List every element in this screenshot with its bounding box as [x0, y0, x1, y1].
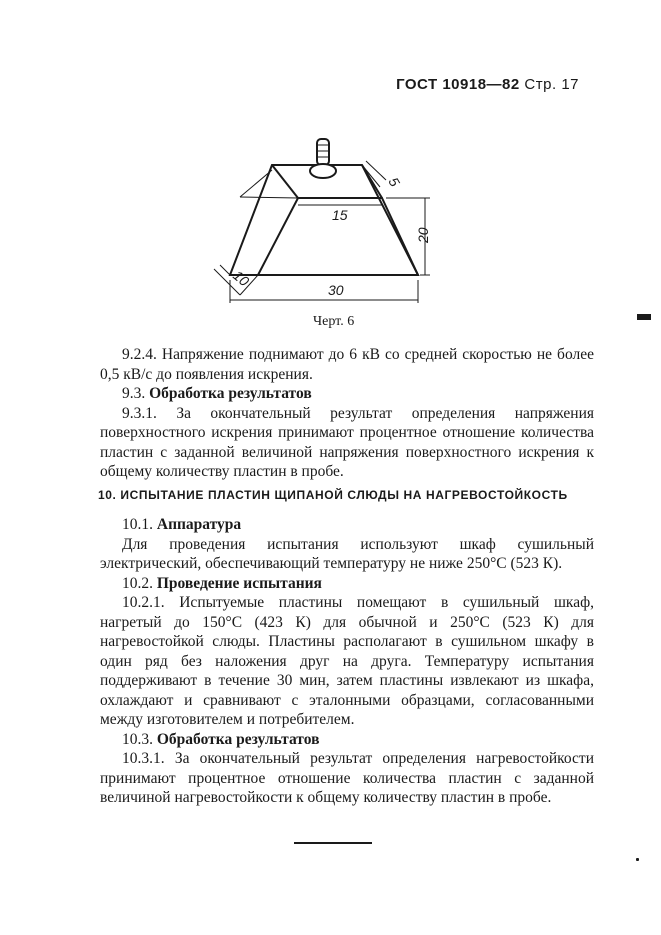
standard-number: ГОСТ 10918—82	[396, 76, 520, 93]
paragraph-10-3-1: 10.3.1. За окончательный результат определения нагревостойкости принимают процентное отношение количества пластин с заданной величиной нагревостойкости к общему количеству пластин в пробе.	[100, 750, 594, 806]
paragraph-9-2-4: 9.2.4. Напряжение поднимают до 6 кВ со средней скоростью не более 0,5 кВ/с до появления искрения.	[100, 346, 594, 383]
page-label: Стр.	[524, 76, 557, 93]
heading-10-1: 10.1. Аппаратура	[122, 516, 242, 533]
dim-top-label: 15	[332, 207, 348, 223]
dim-side-label: 5	[385, 174, 404, 190]
section-10-content	[100, 515, 594, 808]
section-9-content	[100, 345, 594, 482]
drawing-figure-6	[210, 125, 450, 310]
page-header	[396, 76, 579, 93]
end-rule	[294, 842, 372, 844]
paragraph-9-3-1: 9.3.1. За окончательный результат определения напряжения поверхностного искрения принимают процентное отношение количества пластин с заданной величиной напряжения поверхностного искрения к общему количеству пластин в пробе.	[100, 404, 594, 480]
paragraph-10-2-1: 10.2.1. Испытуемые пластины помещают в сушильный шкаф, нагретый до 150°С (423 К) для обычной и 250°С (523 К) для нагревостойкой слюды. Пластины располагают в сушильном шкафу в один ряд без наложения друг на друга. Температуру испытания поддерживают в течение 30 мин, затем пластины извлекают из шкафа, охлаждают и сравнивают с эталонными образцами, согласованными между изготовителем и потребителем.	[100, 594, 594, 728]
figure-caption: Черт. 6	[313, 314, 355, 329]
section-10-title: 10. ИСПЫТАНИЕ ПЛАСТИН ЩИПАНОЙ СЛЮДЫ НА НАГРЕВОСТОЙКОСТЬ	[98, 488, 568, 502]
dim-height-label: 20	[415, 227, 431, 243]
heading-10-2: 10.2. Проведение испытания	[122, 574, 322, 592]
page-number: 17	[561, 76, 579, 93]
heading-10-3: 10.3. Обработка результатов	[122, 730, 320, 748]
dim-slant-label: 10	[230, 267, 253, 290]
dim-base-label: 30	[328, 282, 344, 298]
margin-mark	[637, 314, 651, 320]
paragraph-10-1: Для проведения испытания используют шкаф сушильный электрический, обеспечивающий температуру не ниже 250°С (523 К).	[100, 535, 594, 572]
heading-9-3: 9.3. Обработка результатов	[122, 385, 312, 402]
stud-icon	[310, 139, 336, 178]
margin-dot	[636, 858, 639, 861]
